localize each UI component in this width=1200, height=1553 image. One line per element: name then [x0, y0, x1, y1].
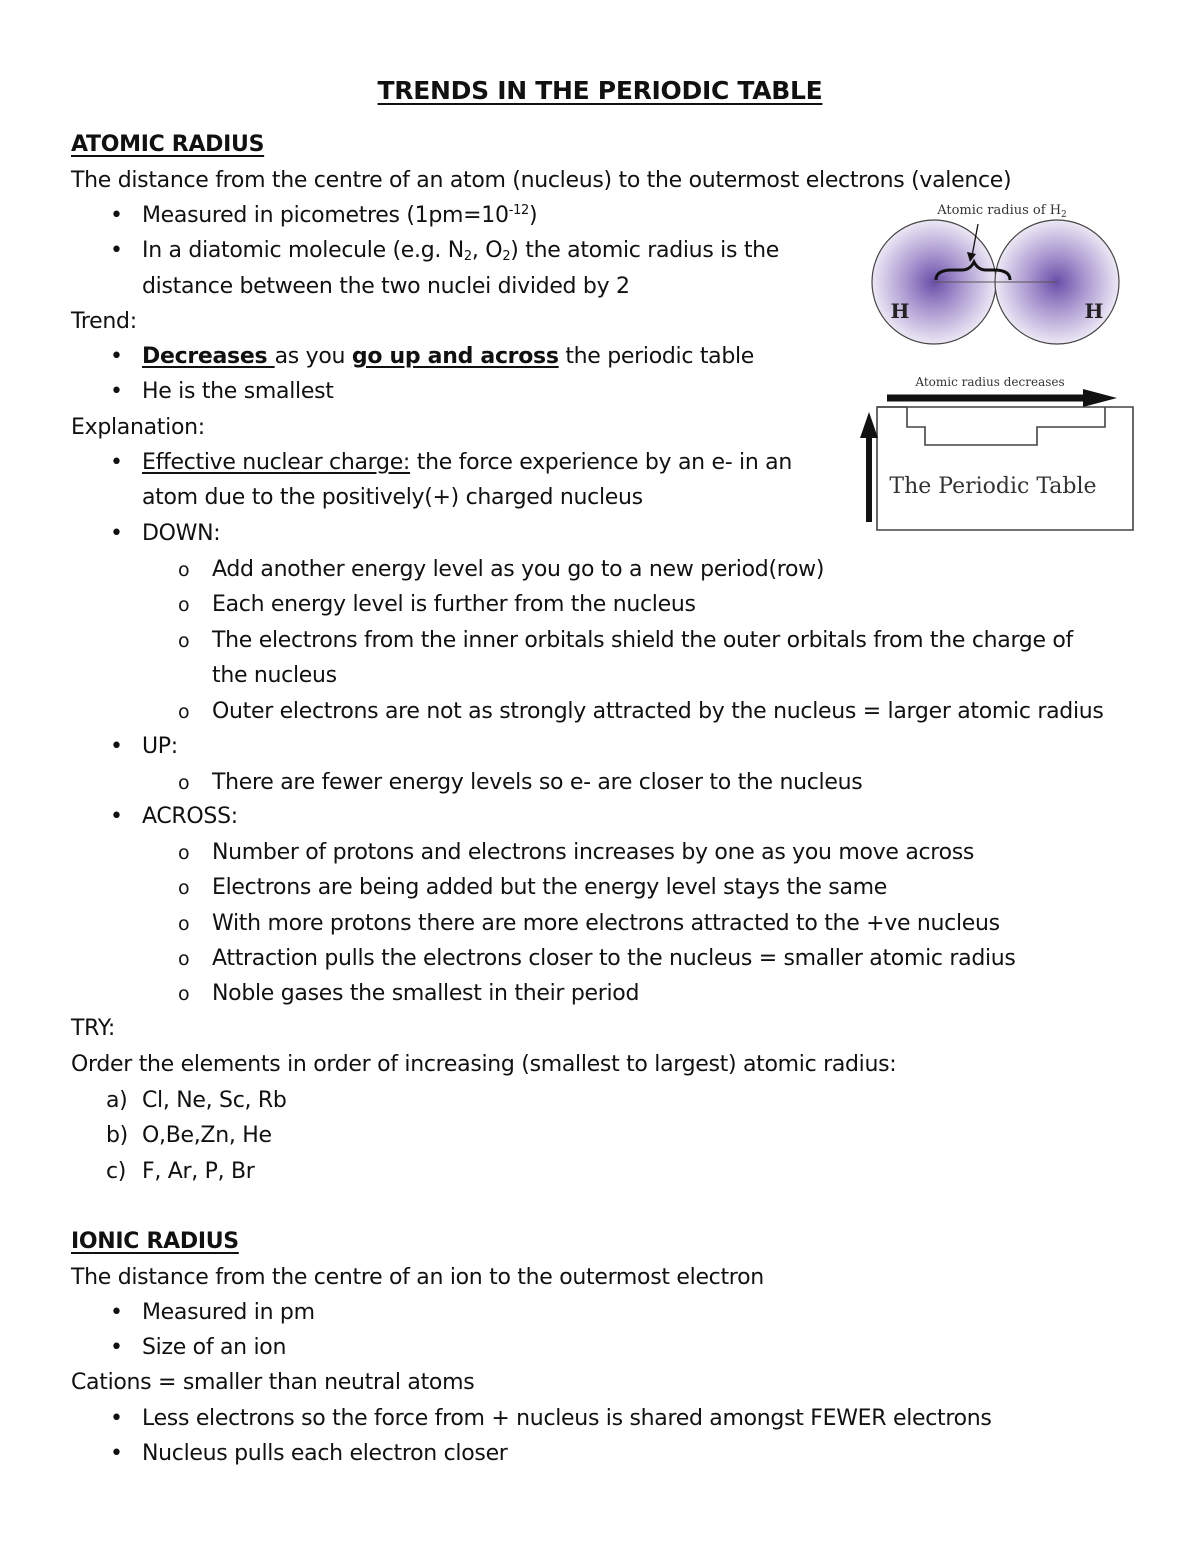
trend-arrow-across-head [1083, 389, 1117, 407]
enc-continuation: atom due to the positively(+) charged nucleus [142, 485, 643, 510]
cations-label: Cations = smaller than neutral atoms [71, 1370, 475, 1395]
across-item: o Number of protons and electrons increases by one as you move across [212, 838, 974, 868]
down-item: o Each energy level is further from the nucleus [212, 590, 696, 620]
across-bullet: • ACROSS: [142, 802, 238, 832]
enc-bullet: • Effective nuclear charge: the force experience by an e- in an [142, 448, 792, 478]
h-label-left: H [890, 299, 910, 323]
periodic-table-trend-figure [855, 372, 1140, 536]
trend-arrow-up-head [860, 412, 878, 438]
up-bullet: • UP: [142, 732, 178, 762]
h2-atomic-radius-figure [862, 196, 1132, 354]
page-title: TRENDS IN THE PERIODIC TABLE [377, 76, 823, 105]
across-item: o With more protons there are more electrons attracted to the +ve nucleus [212, 909, 1000, 939]
trend-arrow-label: Atomic radius decreases [915, 375, 1065, 389]
try-label: TRY: [71, 1016, 116, 1041]
periodic-table-outline [877, 407, 1133, 530]
periodic-table-label: The Periodic Table [889, 474, 1097, 499]
across-item: o Noble gases the smallest in their period [212, 979, 639, 1009]
measured-bullet: • Measured in picometres $(1pm=10^{-12})$ [142, 201, 537, 231]
cation-item: • Nucleus pulls each electron closer [142, 1439, 508, 1469]
ionic-radius-definition: The distance from the centre of an ion to the outermost electron [71, 1265, 764, 1290]
across-item: o Attraction pulls the electrons closer to the nucleus = smaller atomic radius [212, 944, 1016, 974]
trend-decreases-bullet: • Decreases as you go up and across the periodic table [142, 342, 754, 372]
atomic-radius-definition: The distance from the centre of an atom (nucleus) to the outermost electrons (valence) [71, 168, 1012, 193]
down-item-continuation: the nucleus [212, 663, 337, 688]
diatomic-continuation: distance between the two nuclei divided by 2 [142, 274, 630, 299]
across-item: o Electrons are being added but the energy level stays the same [212, 873, 887, 903]
trend-label: Trend: [71, 309, 137, 334]
explanation-label: Explanation: [71, 415, 205, 440]
trend-he-bullet: • He is the smallest [142, 377, 334, 407]
down-item: o Outer electrons are not as strongly attracted by the nucleus = larger atomic radius [212, 697, 1104, 727]
down-bullet: • DOWN: [142, 519, 220, 549]
atomic-radius-heading: ATOMIC RADIUS [71, 132, 265, 157]
up-item: o There are fewer energy levels so e- are closer to the nucleus [212, 768, 862, 798]
try-item: a) Cl, Ne, Sc, Rb [106, 1088, 287, 1113]
diatomic-bullet: • In a diatomic molecule (e.g. $N_2$, $O_2$) the atomic radius is the [142, 236, 779, 266]
down-item: o The electrons from the inner orbitals shield the outer orbitals from the charge of [212, 626, 1073, 656]
try-item: b) O,Be,Zn, He [106, 1123, 272, 1148]
cation-item: • Less electrons so the force from + nucleus is shared amongst FEWER electrons [142, 1404, 992, 1434]
ionic-radius-heading: IONIC RADIUS [71, 1229, 239, 1254]
h2-caption: Atomic radius of $H_2$ [937, 203, 1067, 220]
try-prompt: Order the elements in order of increasing (smallest to largest) atomic radius: [71, 1052, 897, 1077]
ionic-item: • Measured in pm [142, 1298, 315, 1328]
ionic-item: • Size of an ion [142, 1333, 286, 1363]
down-item: o Add another energy level as you go to a new period(row) [212, 555, 824, 585]
h-label-right: H [1084, 299, 1104, 323]
try-item: c) F, Ar, P, Br [106, 1159, 255, 1184]
